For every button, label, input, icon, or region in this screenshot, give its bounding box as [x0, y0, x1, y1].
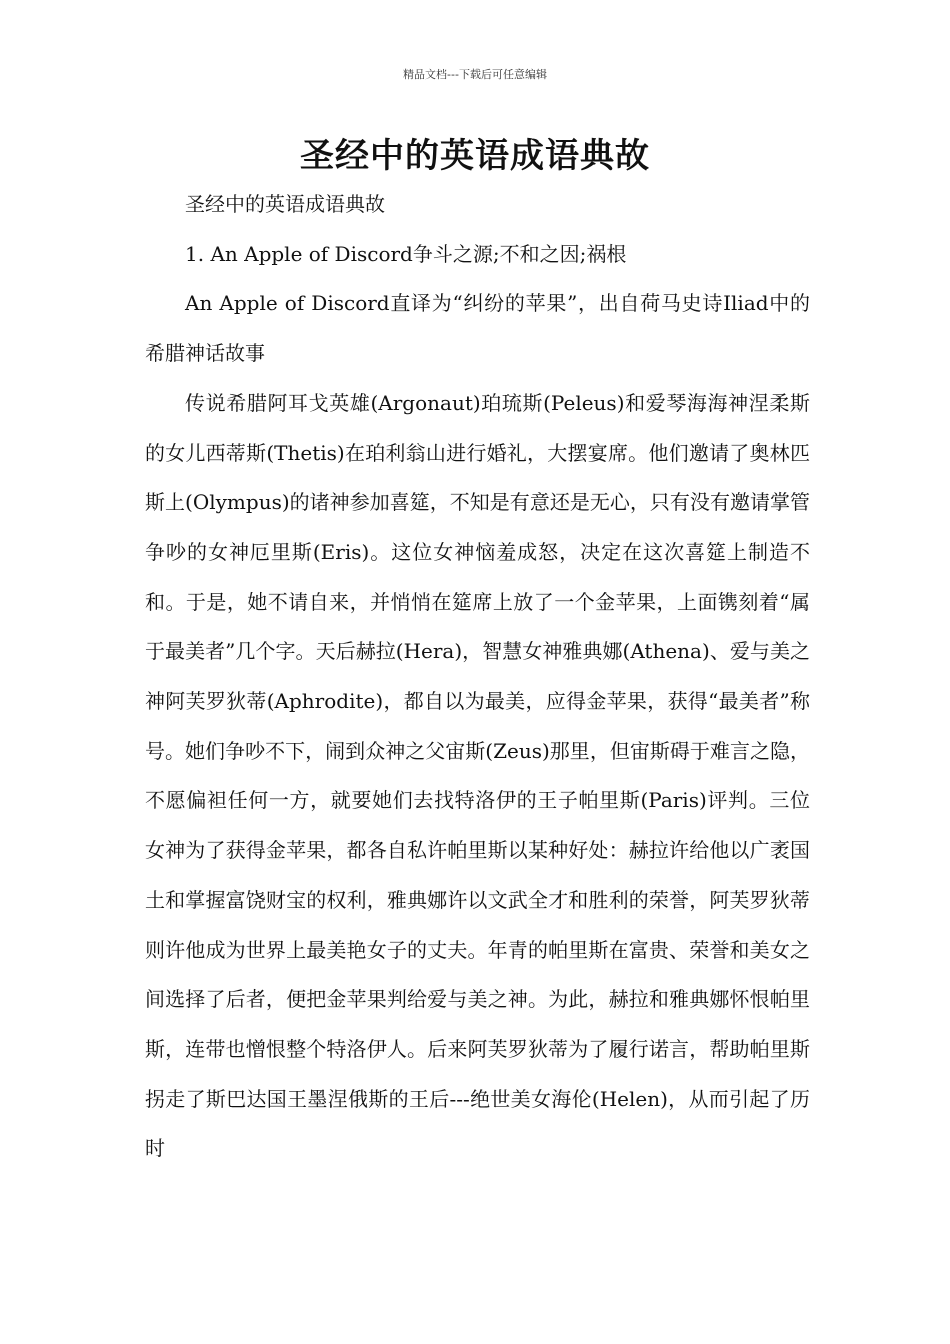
document-body	[145, 180, 810, 1174]
paragraph-idiom-heading: 1. An Apple of Discord争斗之源;不和之因;祸根	[185, 241, 627, 266]
page-header: 精品文档---下载后可任意编辑	[403, 68, 547, 81]
paragraph-idiom-origin: An Apple of Discord直译为“纠纷的苹果”，出自荷马史诗Iliad中的希腊神话故事	[145, 291, 810, 366]
paragraph-subtitle: 圣经中的英语成语典故	[185, 192, 385, 216]
paragraph-legend: 传说希腊阿耳戈英雄(Argonaut)珀琉斯(Peleus)和爱琴海海神涅柔斯的女儿西蒂斯(Thetis)在珀利翁山进行婚礼，大摆宴席。他们邀请了奥林匹斯上(Olympus)的诸神参加喜筵，不知是有意还是无心，只有没有邀请掌管争吵的女神厄里斯(Eris)。这位女神恼羞成怒，决定在这次喜筵上制造不和。于是，她不请自来，并悄悄在筵席上放了一个金苹果，上面镌刻着“属于最美者”几个字。天后赫拉(Hera)，智慧女神雅典娜(Athena)、爱与美之神阿芙罗狄蒂(Aphrodite)，都自以为最美，应得金苹果，获得“最美者”称号。她们争吵不下，闹到众神之父宙斯(Zeus)那里，但宙斯碍于难言之隐，不愿偏袒任何一方，就要她们去找特洛伊的王子帕里斯(Paris)评判。三位女神为了获得金苹果，都各自私许帕里斯以某种好处：赫拉许给他以广袤国土和掌握富饶财宝的权利，雅典娜许以文武全才和胜利的荣誉，阿芙罗狄蒂则许他成为世界上最美艳女子的丈夫。年青的帕里斯在富贵、荣誉和美女之间选择了后者，便把金苹果判给爱与美之神。为此，赫拉和雅典娜怀恨帕里斯，连带也憎恨整个特洛伊人。后来阿芙罗狄蒂为了履行诺言，帮助帕里斯拐走了斯巴达国王墨涅俄斯的王后---绝世美女海伦(Helen)，从而引起了历时	[145, 390, 810, 1161]
document-title: 圣经中的英语成语典故	[300, 136, 650, 176]
